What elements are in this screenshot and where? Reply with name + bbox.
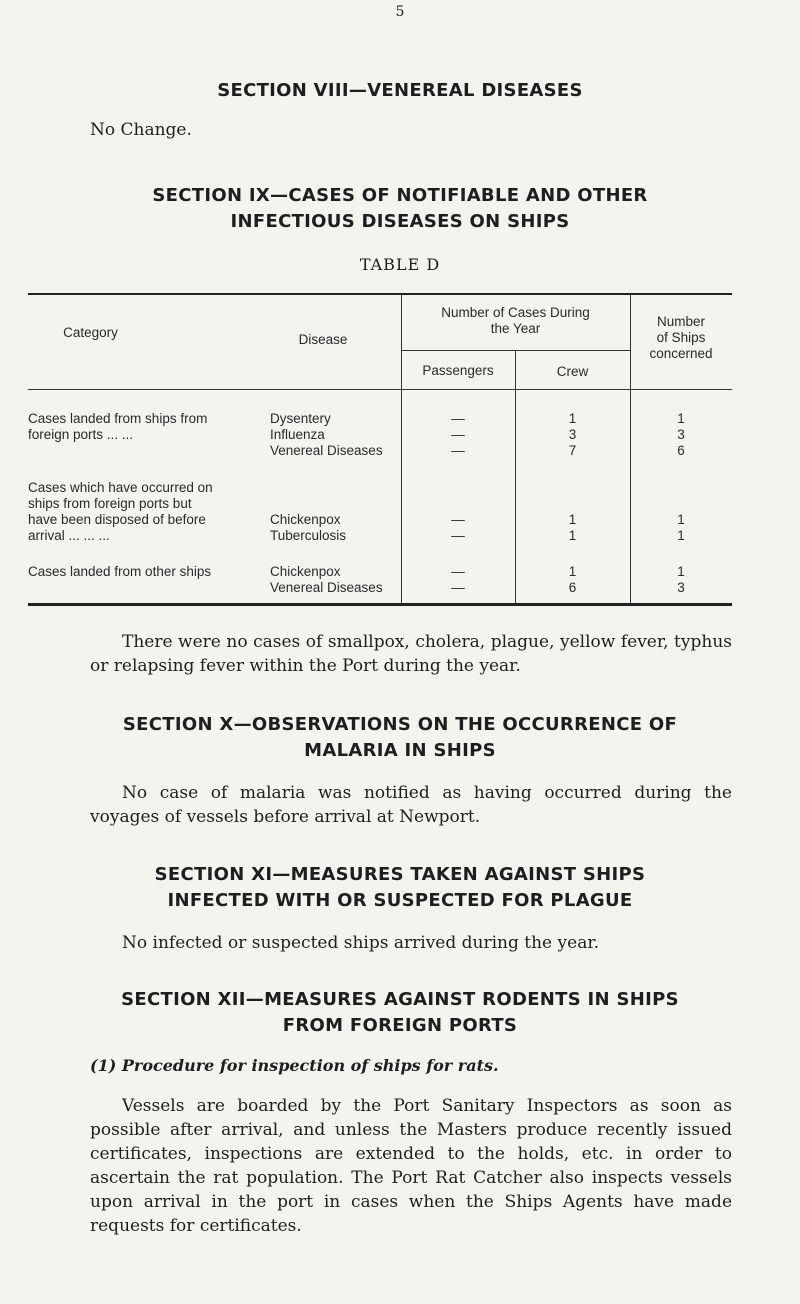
ships-cell: 1: [677, 528, 685, 543]
passengers-cell: —: [451, 564, 465, 579]
category-line: Cases landed from ships from: [28, 411, 208, 426]
table-d: [28, 293, 732, 605]
section-10-text: No case of malaria was notified as having occurred during the voyages of vessels before arrival at Newport.: [90, 783, 732, 827]
section-11-heading-line1: SECTION XI—MEASURES TAKEN AGAINST SHIPS: [154, 864, 646, 885]
section-12-subheading: [90, 1056, 730, 1075]
section-12-text: Vessels are boarded by the Port Sanitary Inspectors as soon as possible after arrival, and unless the Masters produce recently issued certificates, inspections are extended to the holds, etc. in order to ascertain the rat population. The Port Rat Catcher also inspects vessels upon arrival in the port in cases when the Ships Agents have made requests for certificates.: [90, 1096, 732, 1236]
disease-cell: Dysentery: [270, 411, 331, 426]
section-9-note: There were no cases of smallpox, cholera, plague, yellow fever, typhus or relapsing fever within the Port during the year.: [90, 632, 732, 676]
section-10-heading-line1: SECTION X—OBSERVATIONS ON THE OCCURRENCE OF: [122, 714, 678, 735]
section-8-heading: SECTION VIII—VENEREAL DISEASES: [217, 80, 583, 101]
passengers-cell: —: [451, 580, 465, 595]
header-crew: Crew: [556, 364, 589, 379]
ships-cell: 1: [677, 564, 685, 579]
section-12-heading-line2: FROM FOREIGN PORTS: [282, 1015, 518, 1036]
table-header-rule: [28, 389, 732, 390]
header-cases-line1: Number of Cases During: [441, 305, 590, 320]
category-line: ships from foreign ports but: [28, 496, 192, 511]
passengers-cell: —: [451, 443, 465, 458]
crew-cell: 1: [568, 411, 577, 426]
crew-cell: 3: [568, 427, 577, 442]
section-8-text: No Change.: [90, 120, 192, 140]
passengers-cell: —: [451, 411, 465, 426]
table-caption: TABLE D: [359, 255, 441, 274]
category-line: have been disposed of before: [28, 512, 206, 527]
disease-cell: Chickenpox: [270, 512, 341, 527]
crew-cell: 1: [568, 512, 577, 527]
header-cases-line2: the Year: [490, 321, 541, 336]
ships-cell: 1: [677, 512, 685, 527]
disease-cell: Venereal Diseases: [270, 443, 383, 458]
section-10-heading-line2: MALARIA IN SHIPS: [304, 740, 496, 761]
section-11-heading-line2: INFECTED WITH OR SUSPECTED FOR PLAGUE: [167, 890, 633, 911]
passengers-cell: —: [451, 427, 465, 442]
header-category: Category: [63, 325, 118, 340]
disease-cell: Tuberculosis: [270, 528, 347, 543]
crew-cell: 1: [568, 528, 577, 543]
section-9-heading-line1: SECTION IX—CASES OF NOTIFIABLE AND OTHER: [152, 185, 648, 206]
table-top-rule: [28, 293, 732, 295]
crew-cell: 7: [568, 443, 577, 458]
category-line: arrival ... ... ...: [28, 528, 110, 543]
passengers-cell: —: [451, 512, 465, 527]
crew-cell: 1: [568, 564, 577, 579]
ships-cell: 1: [677, 411, 685, 426]
category-line: Cases landed from other ships: [28, 564, 212, 579]
crew-cell: 6: [568, 580, 577, 595]
table-bottom-rule: [28, 603, 732, 606]
section-9-heading-line2: INFECTIOUS DISEASES ON SHIPS: [230, 211, 570, 232]
subheading-number: (1): [90, 1056, 117, 1075]
section-11-text: No infected or suspected ships arrived during the year.: [122, 933, 599, 953]
category-line: Cases which have occurred on: [28, 480, 213, 495]
disease-cell: Venereal Diseases: [270, 580, 383, 595]
header-disease: Disease: [298, 332, 348, 347]
disease-cell: Chickenpox: [270, 564, 341, 579]
page-number: 5: [395, 4, 405, 20]
header-ships-line3: concerned: [649, 346, 713, 361]
header-ships-line2: of Ships: [656, 330, 706, 345]
passengers-cell: —: [451, 528, 465, 543]
category-line: foreign ports ... ...: [28, 427, 134, 442]
ships-cell: 3: [677, 580, 685, 595]
disease-cell: Influenza: [270, 427, 325, 442]
header-passengers: Passengers: [422, 363, 494, 378]
header-ships-line1: Number: [656, 314, 705, 329]
ships-cell: 3: [677, 427, 685, 442]
subheading-text: Procedure for inspection of ships for rats.: [121, 1056, 499, 1075]
ships-cell: 6: [677, 443, 685, 458]
section-12-heading-line1: SECTION XII—MEASURES AGAINST RODENTS IN SHIPS: [121, 989, 679, 1010]
